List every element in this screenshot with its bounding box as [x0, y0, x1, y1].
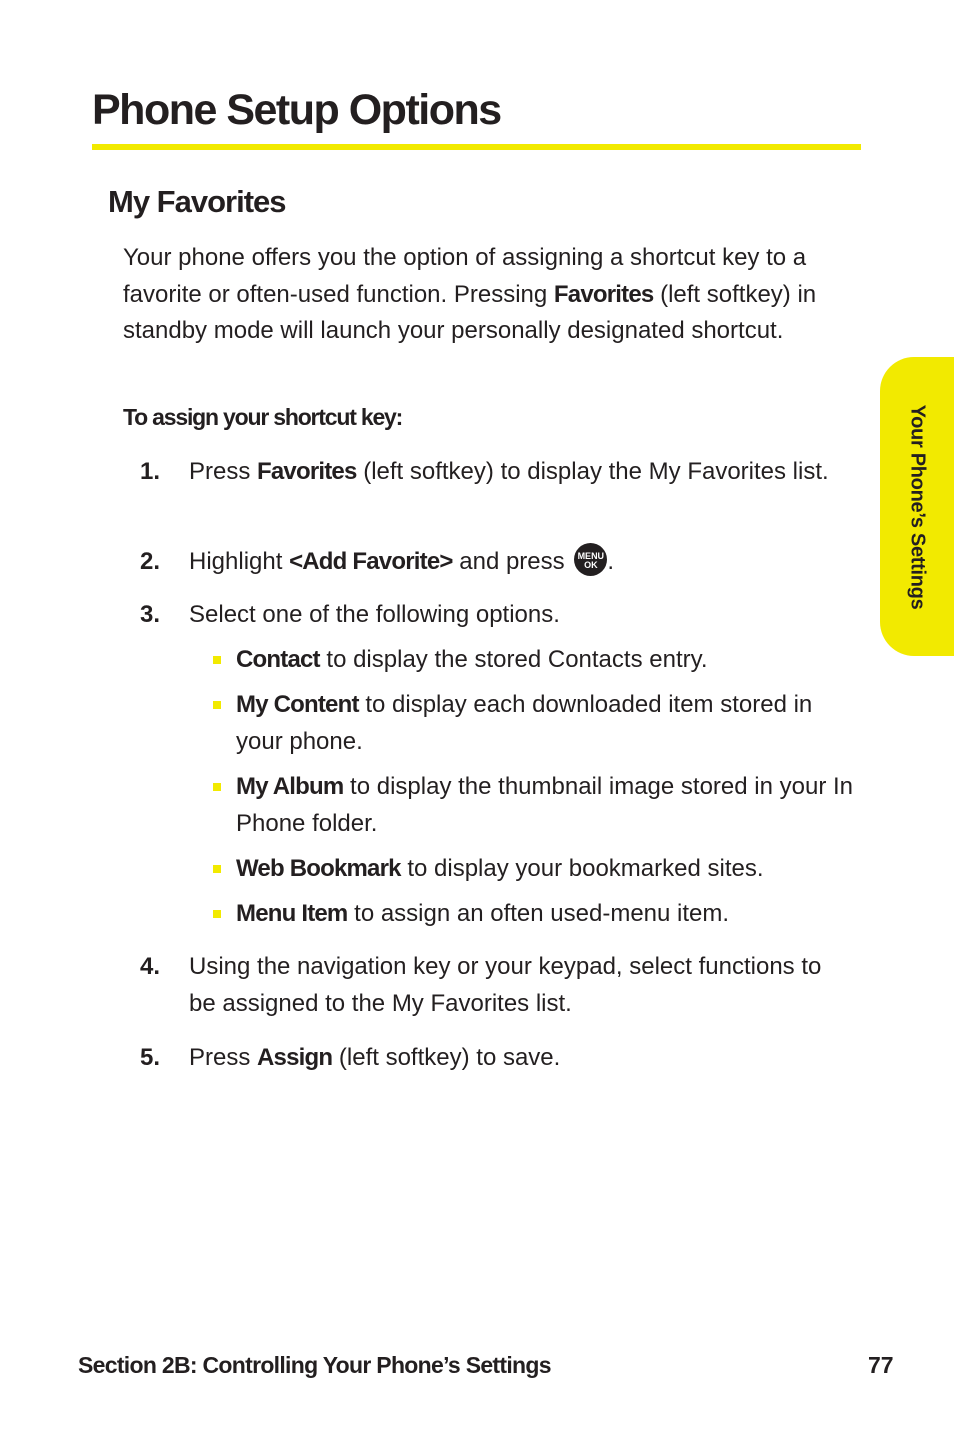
- step-5-bold: Assign: [257, 1044, 333, 1071]
- bullet-square-icon: [213, 910, 221, 918]
- step-number: 4.: [140, 953, 161, 980]
- menu-ok-key-icon: [574, 543, 607, 576]
- step-5-pre: Press: [189, 1044, 258, 1071]
- ok-key-label: OK: [584, 560, 598, 570]
- step-2-bold: <Add Favorite>: [289, 548, 453, 575]
- bullet-square-icon: [213, 783, 221, 791]
- side-tab: [880, 357, 954, 656]
- option-name: Contact: [236, 646, 320, 673]
- step-text: Using the navigation key or your keypad, select functions to be assigned to the My Favorites list.: [189, 953, 822, 1017]
- step-text: [189, 1039, 852, 1076]
- step-number: 2.: [140, 548, 161, 575]
- title-rule: [92, 144, 861, 150]
- footer-page-number: 77: [868, 1352, 894, 1378]
- procedure-heading: To assign your shortcut key:: [123, 404, 403, 430]
- step-text: Select one of the following options.: [189, 601, 560, 628]
- step-number: 3.: [140, 601, 161, 628]
- option-name: My Content: [236, 691, 359, 718]
- intro-bold-favorites: Favorites: [553, 280, 654, 308]
- section-heading: My Favorites: [108, 184, 286, 219]
- option-description: to display the thumbnail image stored in your In Phone folder.: [236, 773, 854, 837]
- step-number: 5.: [140, 1044, 161, 1071]
- option-description: to assign an often used-menu item.: [347, 900, 730, 927]
- option-web-bookmark: [236, 850, 856, 887]
- option-menu-item: [236, 895, 856, 932]
- option-name: Web Bookmark: [236, 855, 401, 882]
- page-title: Phone Setup Options: [92, 86, 501, 134]
- bullet-square-icon: [213, 656, 221, 664]
- step-2-post: and press: [452, 548, 572, 575]
- step-text: [189, 543, 852, 580]
- intro-paragraph: [123, 240, 843, 350]
- option-name: Menu Item: [236, 900, 348, 927]
- bullet-square-icon: [213, 701, 221, 709]
- step-1-bold: Favorites: [257, 458, 357, 485]
- option-contact: [236, 641, 856, 678]
- step-2-pre: Highlight: [189, 548, 290, 575]
- side-tab-label: Your Phone’s Settings: [906, 404, 929, 610]
- footer-section-title: Section 2B: Controlling Your Phone’s Settings: [78, 1352, 551, 1378]
- step-1-post: (left softkey) to display the My Favorites list.: [356, 458, 829, 485]
- step-2-end: .: [607, 548, 614, 575]
- step-text: [189, 453, 852, 490]
- option-my-content: [236, 686, 856, 760]
- option-description: to display your bookmarked sites.: [400, 855, 764, 882]
- intro-text-2: (left softkey) in standby mode will launch your personally designated shortcut.: [123, 280, 817, 344]
- step-5-post: (left softkey) to save.: [332, 1044, 561, 1071]
- step-1-pre: Press: [189, 458, 258, 485]
- option-my-album: [236, 768, 856, 842]
- step-number: 1.: [140, 458, 161, 485]
- bullet-square-icon: [213, 865, 221, 873]
- option-description: to display each downloaded item stored in your phone.: [236, 691, 813, 755]
- menu-key-label: MENU: [577, 551, 605, 561]
- intro-text-1: Your phone offers you the option of assigning a shortcut key to a favorite or often-used function. Pressing: [123, 244, 807, 308]
- option-name: My Album: [236, 773, 344, 800]
- option-description: to display the stored Contacts entry.: [319, 646, 708, 673]
